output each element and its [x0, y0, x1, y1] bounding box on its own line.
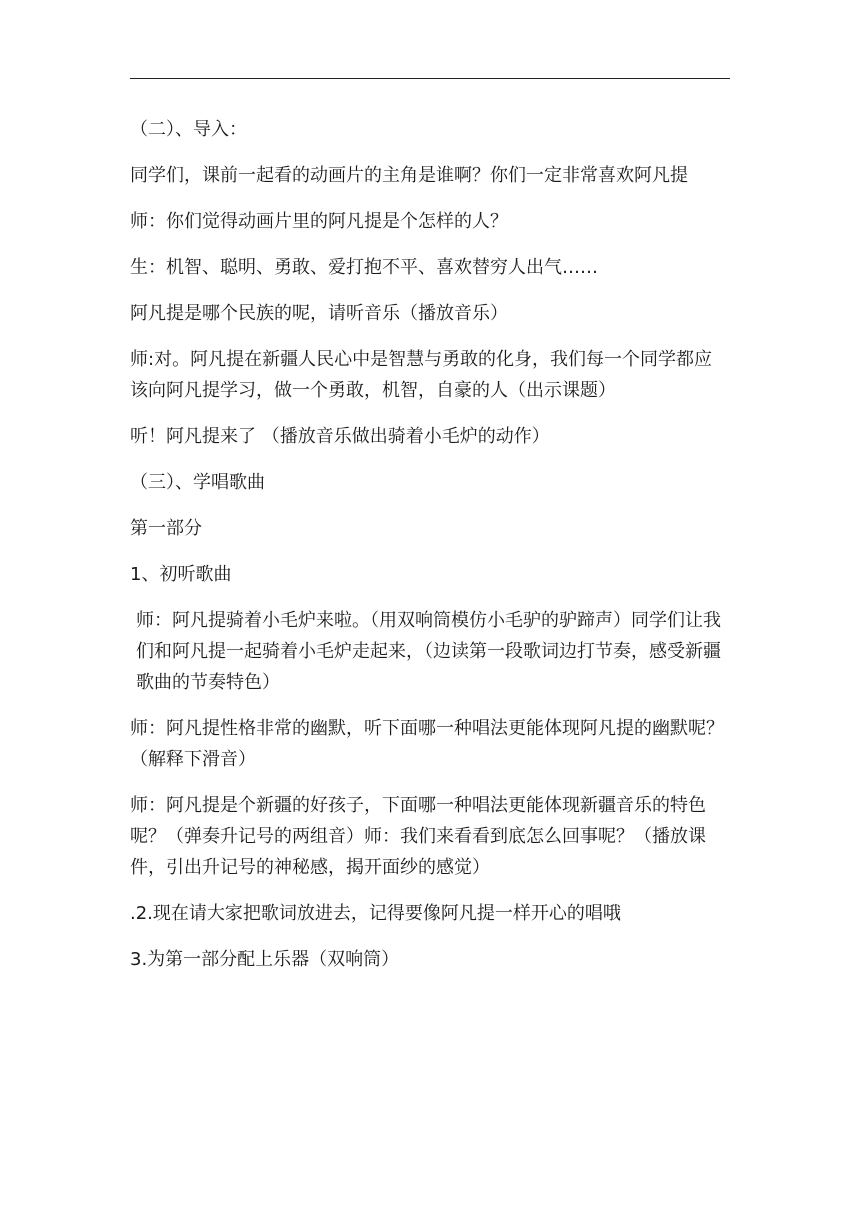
- list-item-step-1: 1、初听歌曲: [130, 564, 232, 585]
- header-rule: [130, 78, 730, 79]
- paragraph-xinjiang-question: 师：阿凡提是个新疆的好孩子，下面哪一种唱法更能体现新疆音乐的特色呢？（弹奏升记号的两组音）师：我们来看看到底怎么回事呢？（播放课件，引出升记号的神秘感，揭开面纱的感觉）: [130, 795, 706, 878]
- paragraph-teacher-question: 师：你们觉得动画片里的阿凡提是个怎样的人？: [130, 211, 508, 232]
- section-heading-intro: （二）、导入：: [130, 119, 247, 140]
- paragraph-step-1-detail: 师：阿凡提骑着小毛炉来啦。（用双响筒模仿小毛驴的驴蹄声）同学们让我们和阿凡提一起骑着小毛炉走起来，（边读第一段歌词边打节奏，感受新疆歌曲的节奏特色）: [136, 610, 721, 693]
- paragraph-intro: 同学们，课前一起看的动画片的主角是谁啊？你们一定非常喜欢阿凡提: [130, 165, 688, 186]
- document-body: [130, 114, 730, 990]
- subheading-part-one: 第一部分: [130, 518, 202, 539]
- section-heading-learn: （三）、学唱歌曲: [130, 472, 265, 493]
- paragraph-arrival: 听！阿凡提来了 （播放音乐做出骑着小毛炉的动作）: [130, 426, 550, 447]
- paragraph-student-answer: 生：机智、聪明、勇敢、爱打抱不平、喜欢替穷人出气……: [130, 257, 598, 278]
- list-item-step-3: 3.为第一部分配上乐器（双响筒）: [130, 949, 400, 970]
- paragraph-ethnicity-question: 阿凡提是哪个民族的呢，请听音乐（播放音乐）: [130, 303, 508, 324]
- list-item-step-2: .2.现在请大家把歌词放进去，记得要像阿凡提一样开心的唱哦: [130, 903, 621, 924]
- paragraph-teacher-summary: 师:对。阿凡提在新疆人民心中是智慧与勇敢的化身，我们每一个同学都应该向阿凡提学习，做一个勇敢，机智，自豪的人（出示课题）: [130, 349, 713, 401]
- paragraph-humor-question: 师：阿凡提性格非常的幽默，听下面哪一种唱法更能体现阿凡提的幽默呢？（解释下滑音）: [130, 718, 724, 770]
